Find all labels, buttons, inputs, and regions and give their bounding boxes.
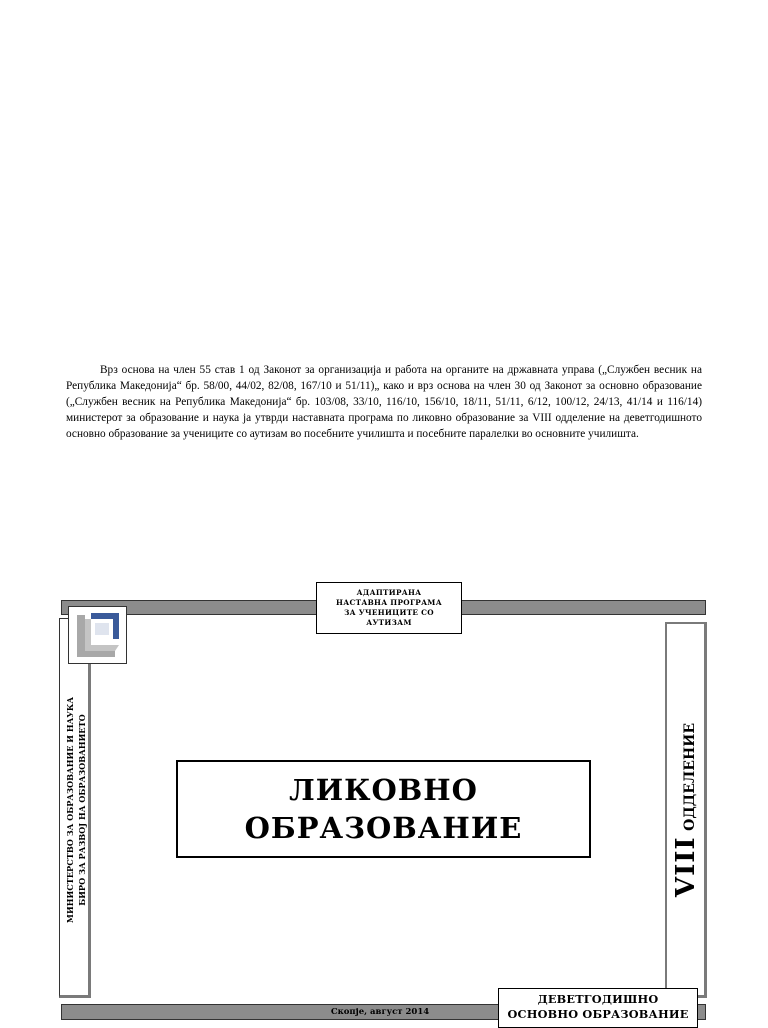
program-label-line-2: НАСТАВНА ПРОГРАМА [336, 598, 442, 607]
program-label-box [316, 582, 462, 634]
intro-paragraph: Врз основа на член 55 став 1 од Законот за организација и работа на органите на државната управа („Службен весник на Република Македонија“ бр. 58/00, 44/02, 82/08, 167/10 и 51/11)„ како и врз основа на член 30 од Законот за основно образование („Службен весник на Република Македонија“ бр. 103/08, 33/10, 116/10, 156/10, 18/11, 51/11, 6/12, 100/12, 24/13, 41/14 и 116/14) министерот за образование и наука ја утврди наставната програма по ликовно образование за VIII одделение на деветгодишното основно образование за учениците со аутизам во посебните училишта и посебните паралелки во основните училишта. [66, 364, 702, 440]
school-type-line-2: ОСНОВНО ОБРАЗОВАНИЕ [507, 1007, 689, 1021]
place-date: Скопје, август 2014 [330, 1007, 430, 1017]
subject-title-box [176, 760, 591, 858]
school-type-box [498, 988, 698, 1028]
program-label-line-1: АДАПТИРАНА [356, 588, 422, 597]
grade-number: VIII [671, 836, 701, 898]
logo [68, 606, 127, 664]
subject-title-line-1: ЛИКОВНО [289, 773, 478, 807]
ministry-label [64, 670, 88, 950]
grade-label [673, 710, 703, 910]
subject-title-line-2: ОБРАЗОВАНИЕ [244, 811, 523, 845]
school-type-line-1: ДЕВЕТГОДИШНО [537, 992, 659, 1006]
program-label-line-3: ЗА УЧЕНИЦИТЕ СО [344, 608, 434, 617]
program-label-line-4: АУТИЗАМ [366, 618, 412, 627]
grade-word: ОДДЕЛЕНИЕ [682, 722, 698, 831]
ministry-line-1: МИНИСТЕРСТВО ЗА ОБРАЗОВАНИЕ И НАУКА [65, 696, 75, 924]
ministry-line-2: БИРО ЗА РАЗВОЈ НА ОБРАЗОВАНИЕТО [77, 714, 87, 906]
bro-logo-icon [75, 611, 121, 661]
